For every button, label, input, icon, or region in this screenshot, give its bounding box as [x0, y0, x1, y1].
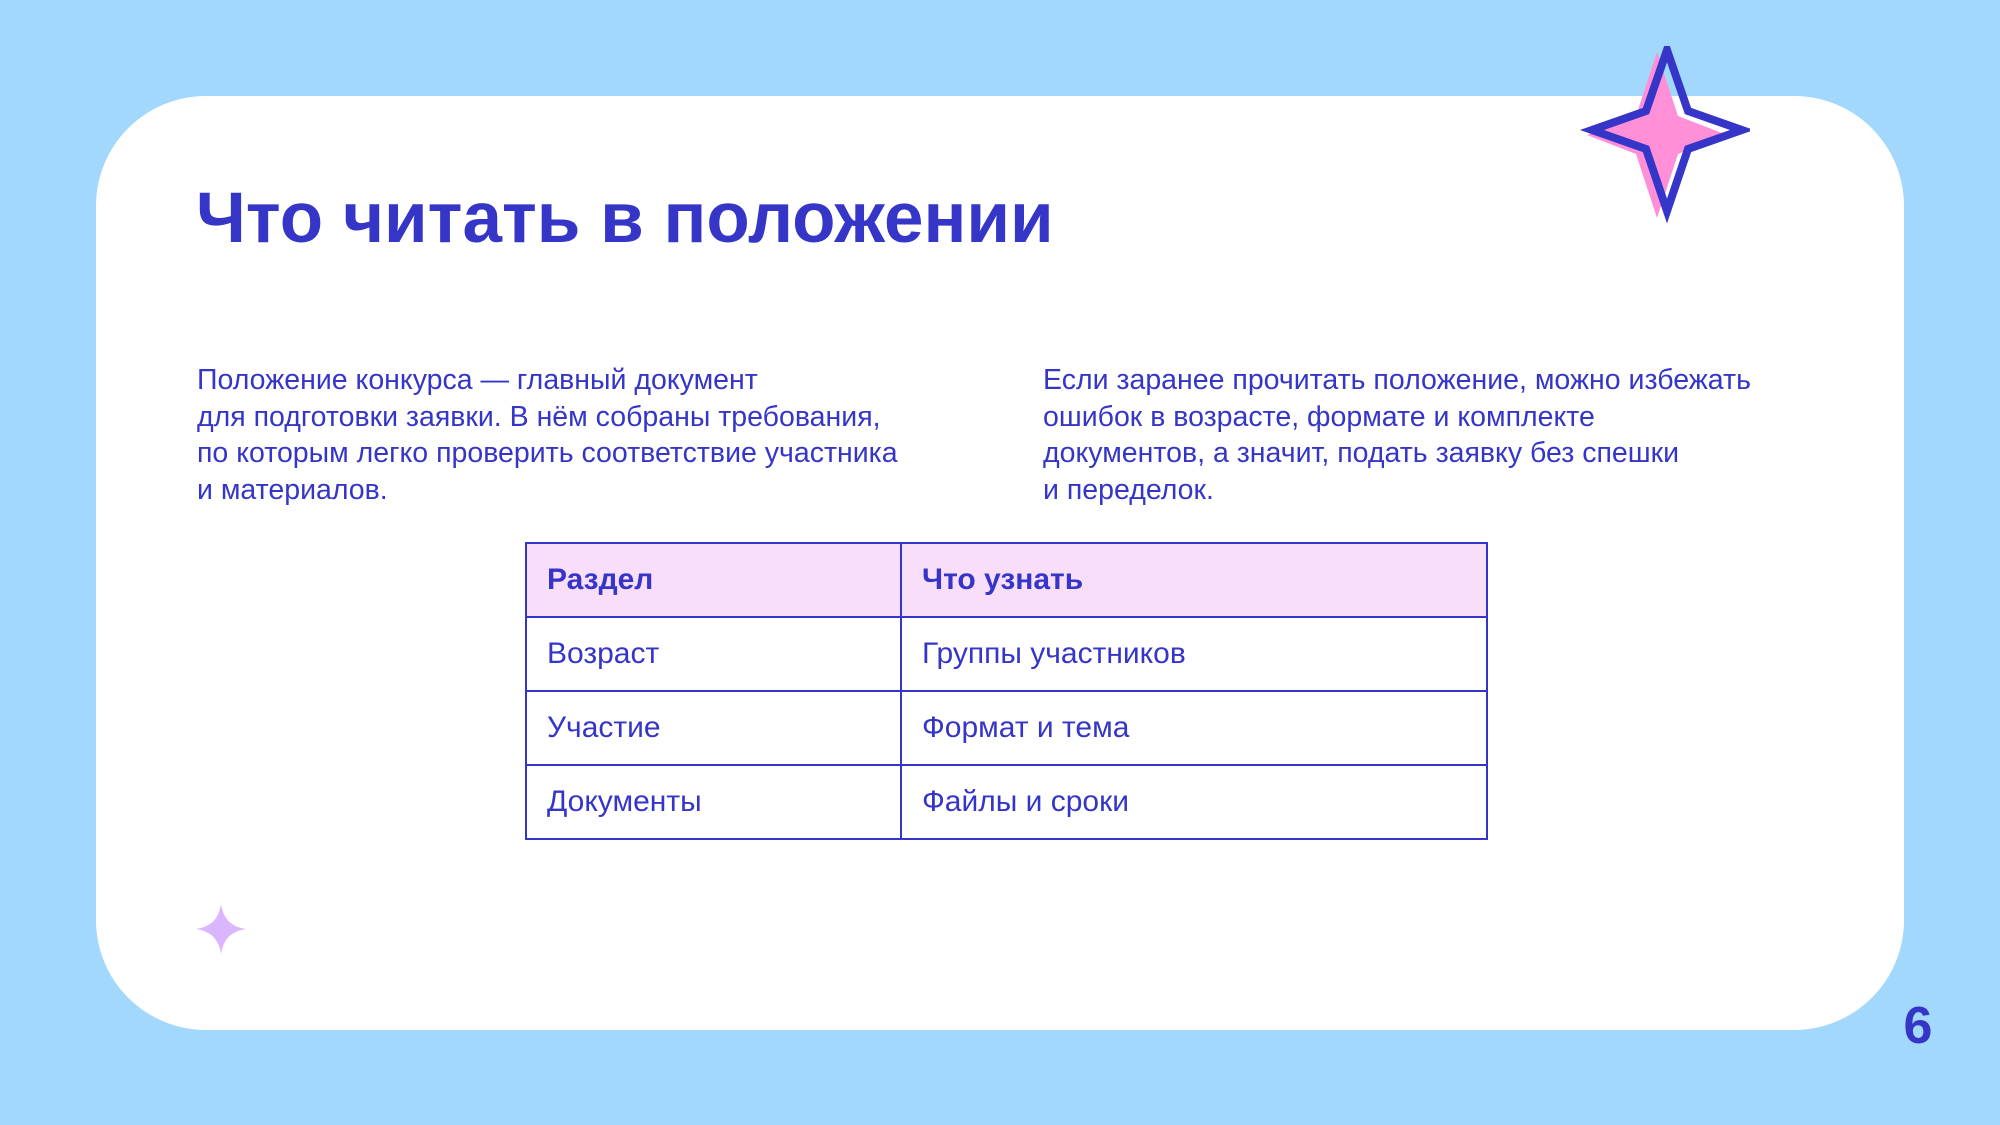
table-cell: Файлы и сроки [901, 765, 1487, 839]
four-point-star-icon [1565, 46, 1750, 226]
table-cell: Возраст [526, 617, 901, 691]
table-row [526, 617, 1487, 691]
sparkle-icon [196, 904, 246, 954]
info-table [525, 542, 1488, 840]
page-number: 6 [1903, 997, 1933, 1055]
table-header-cell: Что узнать [901, 543, 1487, 617]
slide-title: Что читать в положении [196, 179, 1054, 258]
table-row [526, 765, 1487, 839]
paragraph-line: для подготовки заявки. В нём собраны требования, [197, 400, 881, 433]
table-header-row [526, 543, 1487, 617]
paragraph-line: Если заранее прочитать положение, можно избежать [1043, 364, 1751, 396]
table-cell: Формат и тема [901, 691, 1487, 765]
paragraph-left [197, 362, 997, 508]
paragraph-line: по которым легко проверить соответствие участника [197, 437, 898, 469]
paragraph-line: ошибок в возрасте, формате и комплекте [1043, 400, 1595, 433]
table-cell: Участие [526, 691, 901, 765]
paragraph-line: документов, а значит, подать заявку без спешки [1043, 437, 1680, 469]
table-cell: Документы [526, 765, 901, 839]
paragraph-line: Положение конкурса — главный документ [197, 364, 758, 396]
paragraph-line: и переделок. [1043, 473, 1214, 506]
table-row [526, 691, 1487, 765]
paragraph-right [1043, 362, 1873, 508]
table-cell: Группы участников [901, 617, 1487, 691]
table-header-cell: Раздел [526, 543, 901, 617]
paragraph-line: и материалов. [197, 473, 388, 506]
